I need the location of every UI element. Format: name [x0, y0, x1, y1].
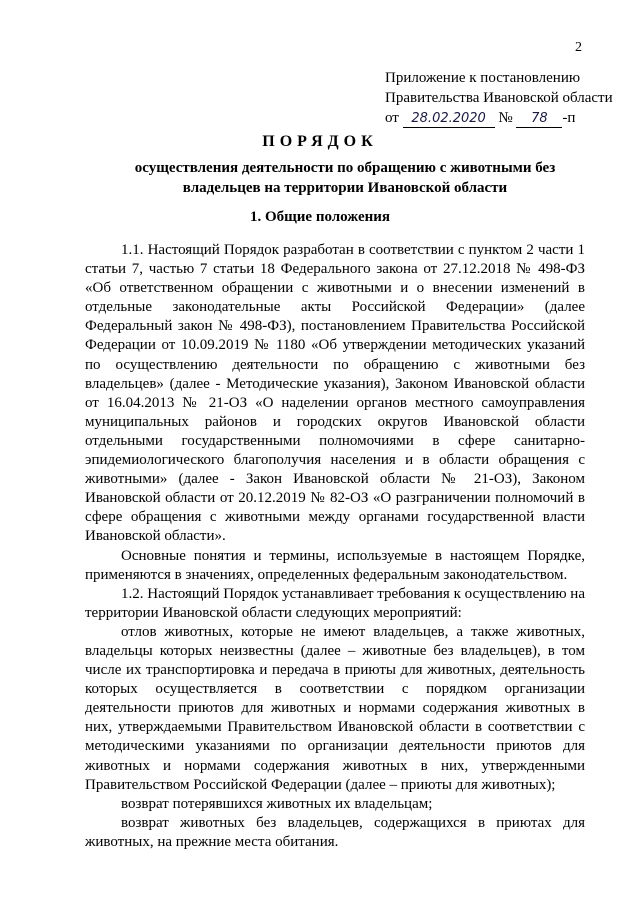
handwritten-number: 78 — [516, 110, 562, 128]
paragraph-return-habitat: возврат животных без владельцев, содержащихся в приютах для животных, на прежние места обитания. — [85, 814, 585, 850]
number-prefix: № — [498, 110, 513, 126]
handwritten-date: 28.02.2020 — [403, 110, 495, 128]
number-suffix: -п — [562, 110, 576, 126]
page-number: 2 — [575, 40, 582, 55]
paragraph-1-1: 1.1. Настоящий Порядок разработан в соответствии с пунктом 2 части 1 статьи 7, частью 7 статьи 18 Федерального закона от 27.12.2018 № 498-ФЗ «Об ответственном обращении с животными и о внесении изменений в отдельные законодательные акты Российской Федерации» (далее Федеральный закон № 498-ФЗ), постановлением Правительства Российской Федерации от 10.09.2019 № 1180 «Об утверждении методических указаний по осуществлению деятельности по обращению с животными без владельцев» (далее - Методические указания), Законом Ивановской области от 16.04.2013 № 21-ОЗ «О наделении органов местного самоуправления муниципальных районов и городских округов Ивановской области отдельными государственными полномочиями в сфере санитарно-эпидемиологического благополучия населения и в области обращения с животными» (далее - Закон Ивановской области № 21-ОЗ), Законом Ивановской области от 20.12.2019 № 82-ОЗ «О разграничении полномочий в сфере обращения с животными между органами государственной власти Ивановской области». — [85, 242, 585, 545]
section-heading: 1. Общие положения — [249, 209, 391, 225]
appendix-block — [385, 68, 613, 128]
document-body — [85, 241, 585, 852]
appendix-line-1: Приложение к постановлению — [385, 70, 581, 86]
paragraph-terms: Основные понятия и термины, используемые в настоящем Порядке, применяются в значениях, определенных федеральным законодательством. — [85, 547, 585, 583]
paragraph-capture: отлов животных, которые не имеют владельцев, а также животных, владельцы которых неизвестны (далее – животные без владельцев), в том числе их транспортировка и передача в приюты для животных, деятельность которых осуществляется в соответствии с порядком организации деятельности приютов для животных и нормами содержания животных в них, утверждаемыми Правительством Ивановской области в соответствии с методическими указаниями по организации деятельности приютов для животных и нормами содержания животных в них, утвержденными Правительством Российской Федерации (далее – приюты для животных); — [85, 623, 585, 793]
date-prefix: от — [385, 110, 399, 126]
appendix-date-line — [385, 108, 605, 128]
paragraph-1-2: 1.2. Настоящий Порядок устанавливает требования к осуществлению на территории Ивановской области следующих мероприятий: — [85, 585, 585, 621]
paragraph-return-owners: возврат потерявшихся животных их владельцам; — [121, 795, 433, 812]
document-title: ПОРЯДОК — [262, 133, 378, 150]
document-subtitle: осуществления деятельности по обращению с животными без владельцев на территории Ивановской области — [134, 160, 556, 196]
appendix-line-2: Правительства Ивановской области — [385, 90, 613, 106]
